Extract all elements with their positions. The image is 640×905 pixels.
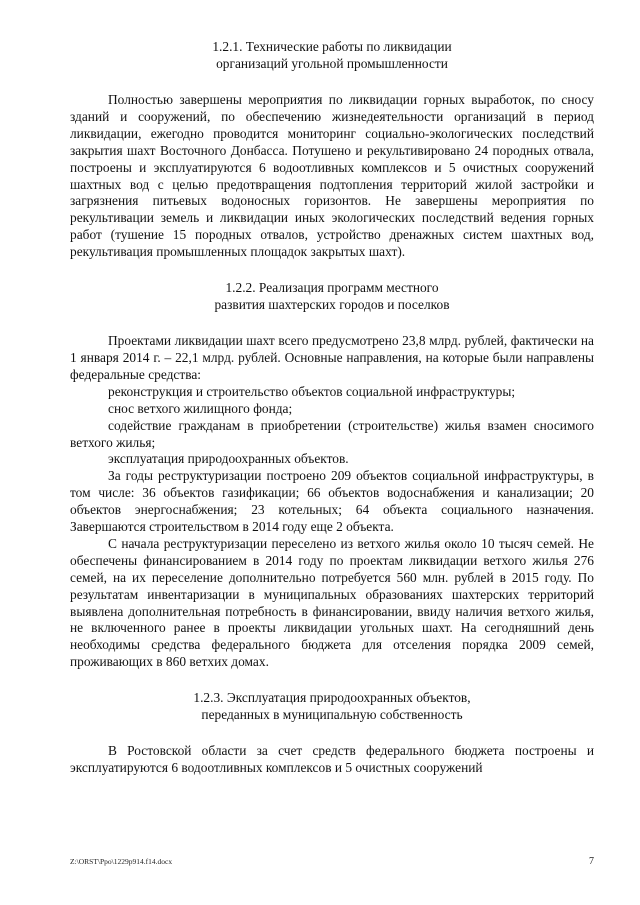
file-path: Z:\ORST\Ppo\1229p914.f14.docx bbox=[70, 857, 173, 866]
section-heading-1-2-1 bbox=[70, 38, 594, 72]
heading-line: 1.2.3. Эксплуатация природоохранных объектов, bbox=[193, 690, 471, 706]
heading-line: 1.2.2. Реализация программ местного bbox=[225, 280, 439, 296]
list-item: эксплуатация природоохранных объектов. bbox=[108, 451, 349, 467]
section-heading-1-2-2 bbox=[70, 279, 594, 313]
heading-line: переданных в муниципальную собственность bbox=[201, 707, 463, 723]
paragraph: В Ростовской области за счет средств федерального бюджета построены и эксплуатируются 6 водоотливных комплексов и 5 очистных сооружений bbox=[70, 743, 594, 776]
paragraph: Проектами ликвидации шахт всего предусмотрено 23,8 млрд. рублей, фактически на 1 января 2014 г. – 22,1 млрд. рублей. Основные направления, на которые были направлены федеральные средства: bbox=[70, 333, 594, 382]
paragraph: С начала реструктуризации переселено из ветхого жилья около 10 тысяч семей. Не обеспечены финансированием в 2014 году по проектам ликвидации ветхого жилья 276 семей, на их переселение дополнительно потребуется 560 млн. рублей в 2015 году. По результатам инвентаризации в муниципальных образованиях шахтерских территорий выявлена дополнительная потребность в финансировании, ввиду наличия ветхого жилья, не включенного ранее в проекты ликвидации угольных шахт. На сегодняшний день необходимы средства федерального бюджета для отселения порядка 2009 семей, проживающих в 860 ветхих домах. bbox=[70, 535, 594, 670]
list-item: снос ветхого жилищного фонда; bbox=[108, 400, 293, 416]
paragraph: Полностью завершены мероприятия по ликвидации горных выработок, по сносу зданий и сооружений, по обеспечению жизнедеятельности организаций в период ликвидации, ежегодно проводится мониторинг социально-экологических последствий закрытия шахт Восточного Донбасса. Потушено и рекультивировано 24 породных отвала, построены и эксплуатируются 6 водоотливных комплексов и 5 очистных сооружений шахтных вод с целью предотвращения подтопления территорий жилой застройки и загрязнения питьевых водоносных горизонтов. Не завершены мероприятия по рекультивации земель и ликвидации иных экологических последствий ведения горных работ (тушение 15 породных отвалов, устройство дренажных систем шахтных вод, рекультивация промышленных площадок закрытых шахт). bbox=[70, 92, 594, 260]
page-number: 7 bbox=[589, 856, 594, 867]
section-heading-1-2-3 bbox=[70, 689, 594, 723]
heading-line: 1.2.1. Технические работы по ликвидации bbox=[212, 39, 452, 54]
list-item: реконструкция и строительство объектов социальной инфраструктуры; bbox=[108, 383, 516, 399]
heading-line: развития шахтерских городов и поселков bbox=[214, 297, 450, 313]
list-item: содействие гражданам в приобретении (строительстве) жилья взамен сносимого ветхого жилья; bbox=[70, 417, 594, 450]
paragraph: За годы реструктуризации построено 209 объектов социальной инфраструктуры, в том числе: 36 объектов газификации; 66 объектов водоснабжения и канализации; 20 объектов энергоснабжения; 23 котельных; 64 объекта социального назначения. Завершаются строительством в 2014 году еще 2 объекта. bbox=[70, 468, 594, 535]
heading-line: организаций угольной промышленности bbox=[216, 56, 448, 71]
document-body bbox=[70, 38, 594, 777]
